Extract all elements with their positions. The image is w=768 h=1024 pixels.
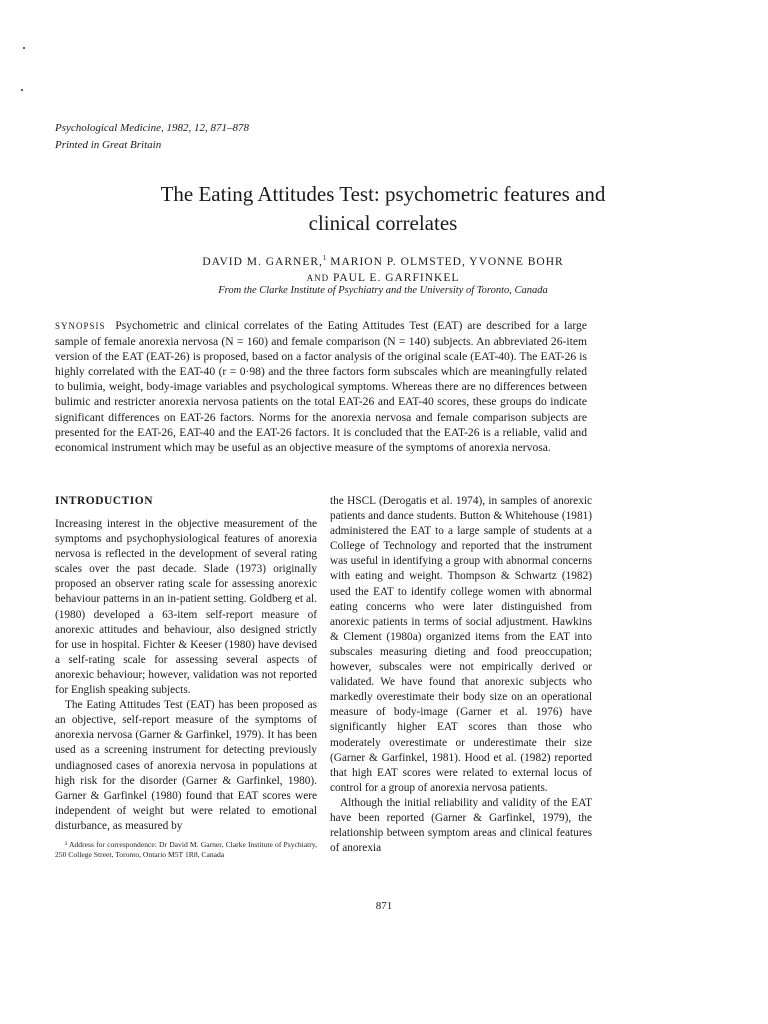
author-and: AND [306, 272, 330, 283]
intro-paragraph-1: Increasing interest in the objective measurement of the symptoms and psychophysiological features of anorexia nervosa is reflected in the development of several rating scales over the past decade. Slade (1973) originally proposed an observer rating scale for assessing anorexic behaviour patterns in an in-patient setting. Goldberg et al. (1980) developed a 63-item self-report measure of anorexic attitudes and behaviour, also designed strictly for use in hospital. Fichter & Keeser (1980) have devised a self-rating scale for assessing several aspects of anorexic behaviour; however, validation was not reported for English speaking subjects. [55, 518, 317, 697]
journal-citation: Psychological Medicine, 1982, 12, 871–878 [55, 122, 249, 134]
author-first: DAVID M. GARNER, [202, 255, 323, 268]
footnote-mark: 1 [322, 254, 327, 262]
right-column [330, 494, 592, 856]
paper-title [40, 180, 726, 238]
synopsis-label: SYNOPSIS [55, 321, 106, 331]
intro-paragraph-2: The Eating Attitudes Test (EAT) has been proposed as an objective, self-report measure of the symptoms of anorexia nervosa (Garner & Garfinkel, 1979). It has been used as a screening instrument for detecting previously undiagnosed cases of anorexia nervosa in populations at high risk for the disorder (Garner & Garfinkel, 1980). Garner & Garfinkel (1980) found that EAT scores were independent of weight but were related to emotional disturbance, as measured by [55, 699, 317, 832]
scan-speck [21, 89, 23, 91]
printed-in: Printed in Great Britain [55, 139, 162, 151]
intro-paragraph-4: Although the initial reliability and validity of the EAT have been reported (Garner & Garfinkel, 1979), the relationship between symptom areas and clinical features of anorexia [330, 796, 592, 855]
title-line-1: The Eating Attitudes Test: psychometric features and [160, 182, 606, 206]
left-column [55, 494, 317, 860]
author-list [40, 250, 726, 286]
intro-paragraph-3: the HSCL (Derogatis et al. 1974), in samples of anorexic patients and dance students. Button & Whitehouse (1981) administered the EAT to a large sample of students at a College of Technology and reported that the instrument was useful in identifying a group with abnormal concerns with eating and weight. Thompson & Schwartz (1982) used the EAT to identify college women with abnormal eating concerns who were later distinguished from anorexic patients in terms of social adjustment. Hawkins & Clement (1980a) organized items from the EAT into subscales measuring dieting and food preoccupation; however, subscales were not empirically derived or validated. We have found that anorexic subjects who markedly overestimate their body size on an operational measure of body-image (Garner et al. 1976) have significantly higher EAT scores than those who moderately overestimate or underestimate their size (Garner & Garfinkel, 1981). Hood et al. (1982) reported that high EAT scores were related to external locus of control for a group of anorexia nervosa patients. [330, 495, 592, 794]
synopsis [55, 318, 587, 455]
correspondence-footnote: ¹ Address for correspondence: Dr David M. Garner, Clarke Institute of Psychiatry, 250 College Street, Toronto, Ontario M5T 1R8, Canada [55, 839, 317, 859]
affiliation: From the Clarke Institute of Psychiatry and the University of Toronto, Canada [218, 285, 548, 296]
journal-info [55, 120, 249, 154]
authors-rest: MARION P. OLMSTED, YVONNE BOHR [326, 255, 564, 268]
scan-speck [23, 47, 25, 49]
page-number: 871 [375, 900, 393, 912]
introduction-heading: INTRODUCTION [55, 495, 154, 507]
title-line-2: clinical correlates [308, 211, 458, 235]
author-last: PAUL E. GARFINKEL [329, 271, 460, 284]
synopsis-text: Psychometric and clinical correlates of the Eating Attitudes Test (EAT) are described for a large sample of female anorexia nervosa (N = 160) and female comparison (N = 140) subjects. An abbreviated 26-item version of the EAT (EAT-26) is proposed, based on a factor analysis of the original scale (EAT-40). The EAT-26 is highly correlated with the EAT-40 (r = 0·98) and the three factors form subscales which are meaningfully related to bulimia, weight, body-image variables and psychological symptoms. Whereas there are no differences between bulimic and restricter anorexia nervosa patients on the total EAT-26 and EAT-40 scores, these groups do indicate significant differences on EAT-26 factors. Norms for the anorexia nervosa and female comparison subjects are presented for the EAT-26, EAT-40 and the EAT-26 factors. It is concluded that the EAT-26 is a reliable, valid and economical instrument which may be useful as an objective measure of the symptoms of anorexia nervosa. [55, 319, 587, 454]
